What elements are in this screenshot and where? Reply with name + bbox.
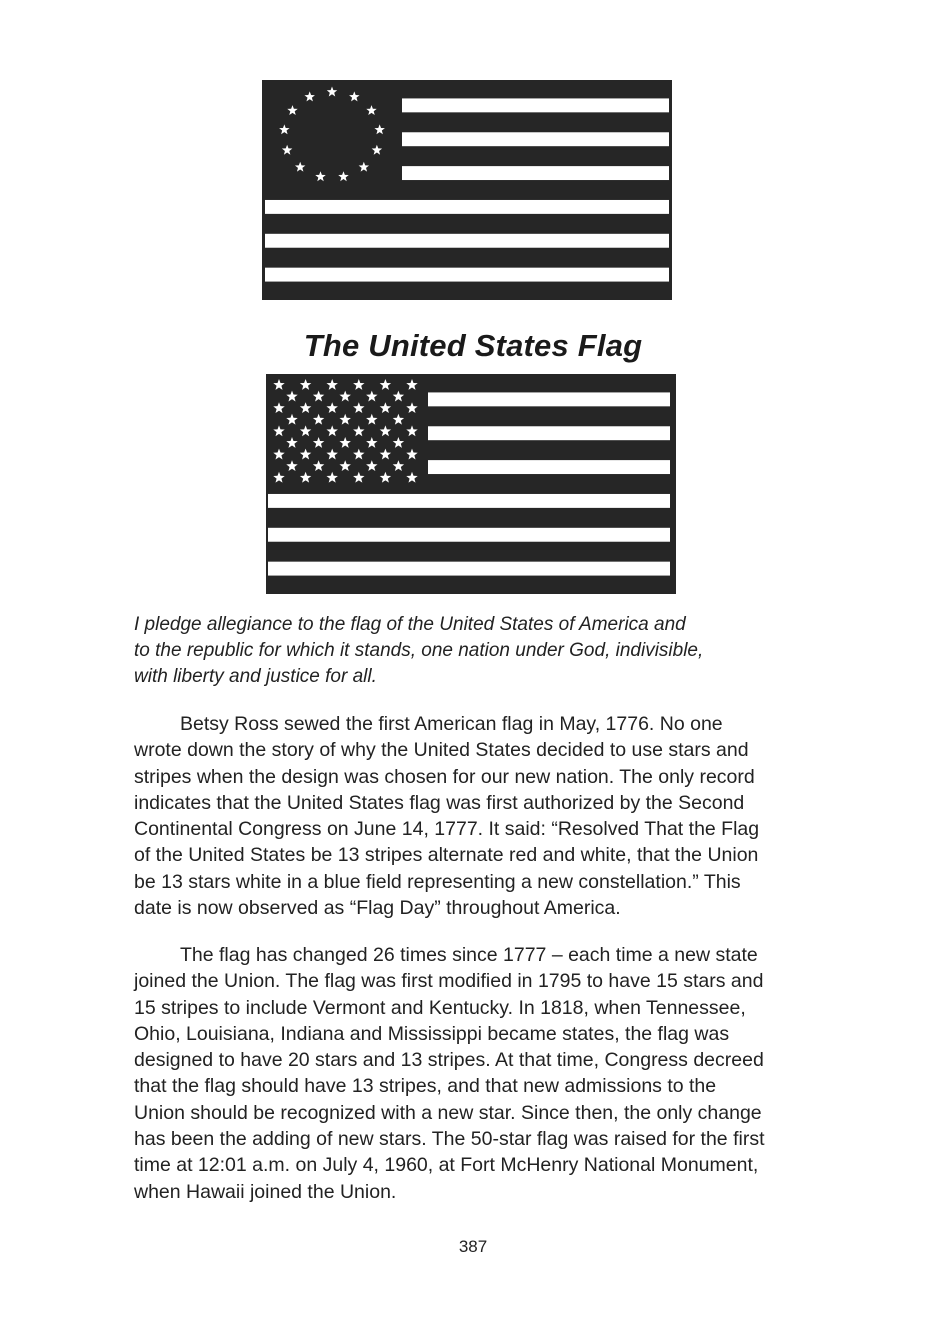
text-line: Continental Congress on June 14, 1777. It said: “Resolved That the Flag bbox=[134, 818, 760, 841]
flag-stripe bbox=[265, 200, 669, 214]
flag-stripe bbox=[402, 132, 669, 146]
flag-stripe bbox=[268, 494, 670, 508]
flag-stripe bbox=[402, 98, 669, 112]
flag-stripe bbox=[402, 166, 669, 180]
paragraph-betsy-ross bbox=[134, 711, 824, 921]
page-title: The United States Flag bbox=[303, 328, 643, 363]
flag-stripe bbox=[268, 562, 670, 576]
text-line: The flag has changed 26 times since 1777 – each time a new state bbox=[180, 944, 758, 966]
flag-stripe bbox=[428, 460, 670, 474]
text-line: Betsy Ross sewed the first American flag in May, 1776. No one bbox=[180, 713, 723, 735]
page-number: 387 bbox=[458, 1237, 488, 1256]
pledge-line: with liberty and justice for all. bbox=[134, 666, 377, 687]
text-line: of the United States be 13 stripes alternate red and white, that the Union bbox=[134, 844, 759, 867]
paragraph-flag-changes bbox=[134, 942, 824, 1205]
pledge-of-allegiance bbox=[134, 612, 814, 690]
betsy-ross-flag-image bbox=[262, 80, 672, 300]
flag-canton bbox=[266, 374, 428, 492]
flag-stripe bbox=[265, 234, 669, 248]
text-line: indicates that the United States flag was first authorized by the Second bbox=[134, 791, 745, 814]
text-line: be 13 stars white in a blue field representing a new constellation.” This bbox=[134, 870, 741, 893]
text-line: Ohio, Louisiana, Indiana and Mississippi became states, the flag was bbox=[134, 1022, 730, 1045]
text-line: date is now observed as “Flag Day” throughout America. bbox=[134, 897, 621, 920]
text-line: designed to have 20 stars and 13 stripes. At that time, Congress decreed bbox=[134, 1049, 764, 1072]
text-line: time at 12:01 a.m. on July 4, 1960, at Fort McHenry National Monument, bbox=[134, 1154, 759, 1177]
text-line: joined the Union. The flag was first modified in 1795 to have 15 stars and bbox=[134, 970, 764, 993]
flag-stripe bbox=[428, 392, 670, 406]
text-line: Union should be recognized with a new star. Since then, the only change bbox=[134, 1101, 762, 1124]
text-line: has been the adding of new stars. The 50-star flag was raised for the first bbox=[134, 1128, 765, 1151]
pledge-line: I pledge allegiance to the flag of the United States of America and bbox=[134, 614, 686, 635]
fifty-star-flag-image bbox=[266, 374, 676, 594]
text-line: 15 stripes to include Vermont and Kentucky. In 1818, when Tennessee, bbox=[134, 996, 746, 1019]
text-line: wrote down the story of why the United States decided to use stars and bbox=[134, 739, 749, 762]
flag-stripe bbox=[265, 268, 669, 282]
text-line: stripes when the design was chosen for our new nation. The only record bbox=[134, 765, 755, 788]
flag-canton bbox=[262, 80, 402, 198]
flag-stripe bbox=[268, 528, 670, 542]
flag-stripe bbox=[428, 426, 670, 440]
text-line: when Hawaii joined the Union. bbox=[134, 1180, 397, 1203]
text-line: that the flag should have 13 stripes, and that new admissions to the bbox=[134, 1075, 717, 1098]
pledge-line: to the republic for which it stands, one nation under God, indivisible, bbox=[134, 640, 704, 661]
